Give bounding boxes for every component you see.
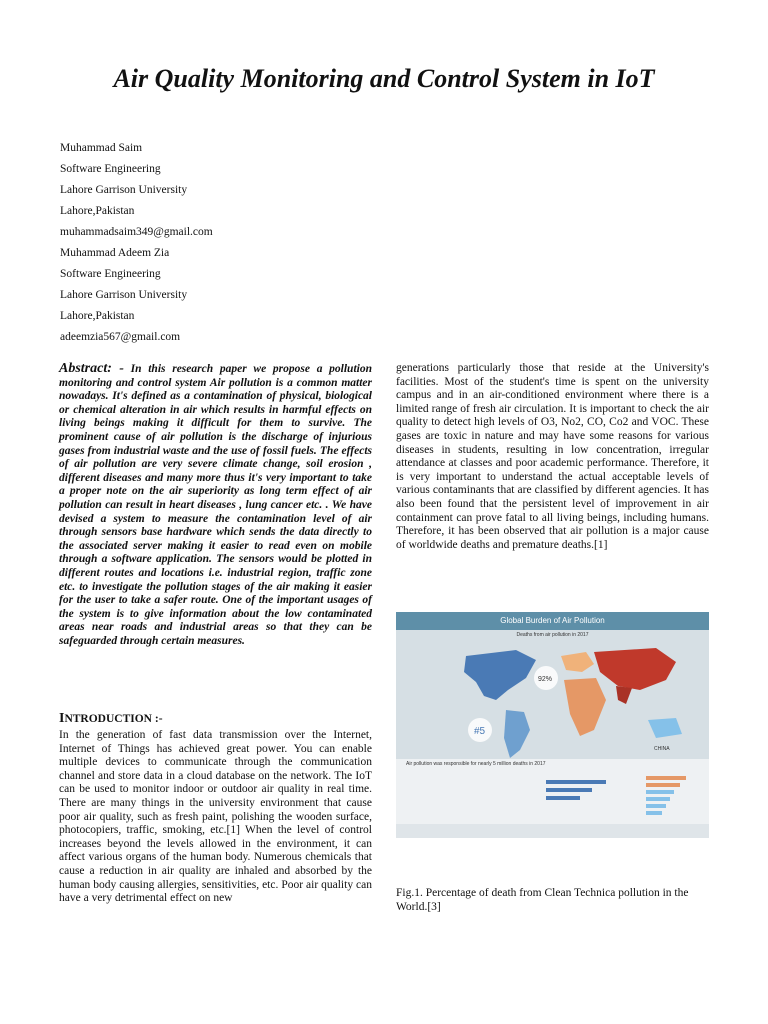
figure-bottom-bars: [396, 768, 709, 838]
author-university: Lahore Garrison University: [60, 289, 188, 301]
abstract-text: In this research paper we propose a pollution monitoring and control system Air pollution is a common matter nowadays. It's defined as a contamination of physical, biological or chemical alteration in air which results in harmful effects on living beings making it difficult for them to survive. The prominent cause of air pollution is the discharge of injurious gases from industrial waste and the use of fossil fuels. The effects of air pollution are very severe climate change, soil erosion , different diseases and many more thus it's very important to take a proper note on the air superiority as long term effect of air pollution can result in heart diseases , lung cancer etc. . We have devised a system to measure the contamination level of air through sensors base hardware which sends the data directly to the associated server making it easier to read even on mobile through a software application. The sensors would be plotted in different routes and locations i.e. industrial region, traffic zone etc. to investigate the pollution stages of the air making it easier for the user to take a safer route. One of the important usages of the system is to give information about the low contaminated areas near roads and industrial areas so that they can be safeguarded through certain measures.: [59, 363, 372, 647]
author-university: Lahore Garrison University: [60, 184, 188, 196]
figure-global-burden: [396, 612, 709, 838]
abstract-label: Abstract: -: [59, 361, 124, 376]
figure-subheader: Deaths from air pollution in 2017: [516, 632, 589, 638]
introduction-heading: [59, 711, 163, 727]
figure-caption: Fig.1. Percentage of death from Clean Technica pollution in the World.[3]: [396, 887, 689, 913]
heading-rest: NTRODUCTION :-: [64, 713, 163, 725]
author-location: Lahore,Pakistan: [60, 205, 135, 217]
right-column-text: generations particularly those that reside at the University's facilities. Most of the student's time is spent on the university campus and in an air-conditioned environment where there is a limited range of fresh air circulation. It is important to check the air quality to detect high levels of O3, No2, CO, Co2 and VOC. These gases are toxic in nature and may have some reasons for various diseases in students, resulting in low concentration, irregular attendance at classes and poor academic performance. Therefore, it is very important to understand the actual acceptable levels of various contaminants that are classified by different agencies. It has also been found that the persistent level of improvement in air containment can prove fatal to all living beings, including humans. Therefore, it has been observed that air pollution is a major cause of worldwide deaths and premature deaths.[1]: [396, 362, 709, 551]
figure-bottom-title: Air pollution was responsible for nearly 5 million deaths in 2017: [406, 761, 546, 767]
author-email: muhammadsaim349@gmail.com: [60, 226, 213, 238]
author-location: Lahore,Pakistan: [60, 310, 135, 322]
pct-label: 92%: [538, 676, 553, 683]
paper-title: Air Quality Monitoring and Control System in IoT: [113, 64, 655, 93]
author-name: Muhammad Saim: [60, 142, 143, 154]
introduction-text: In the generation of fast data transmission over the Internet, Internet of Things has achieved great power. You can enable multiple devices to communicate through the communication channel and store data in a cloud database on the network. The IoT can be used to monitor indoor or outdoor air quality in real time. There are many things in the university environment that cause poor air quality, such as fresh paint, polishing the wooden surface, photocopiers, traffic, smoking, etc.[1] When the level of control increases beyond the levels allowed in the environment, it can affect various organs of the human body. Numerous chemicals that cause a reduction in air quality are inhaled and absorbed by the human body causing allergies, sensitivities, etc. Poor air quality can have a very detrimental effect on new: [59, 729, 372, 905]
author-name: Muhammad Adeem Zia: [60, 247, 170, 259]
heading-initial: I: [59, 711, 65, 726]
author-email: adeemzia567@gmail.com: [60, 331, 181, 343]
region-label: CHINA: [654, 746, 670, 752]
author-department: Software Engineering: [60, 268, 161, 280]
abstract: [59, 362, 372, 648]
author-block: [60, 138, 213, 348]
figure-header: Global Burden of Air Pollution: [396, 612, 709, 630]
rank-label: #5: [474, 726, 486, 737]
author-department: Software Engineering: [60, 163, 161, 175]
world-map: [396, 638, 709, 762]
